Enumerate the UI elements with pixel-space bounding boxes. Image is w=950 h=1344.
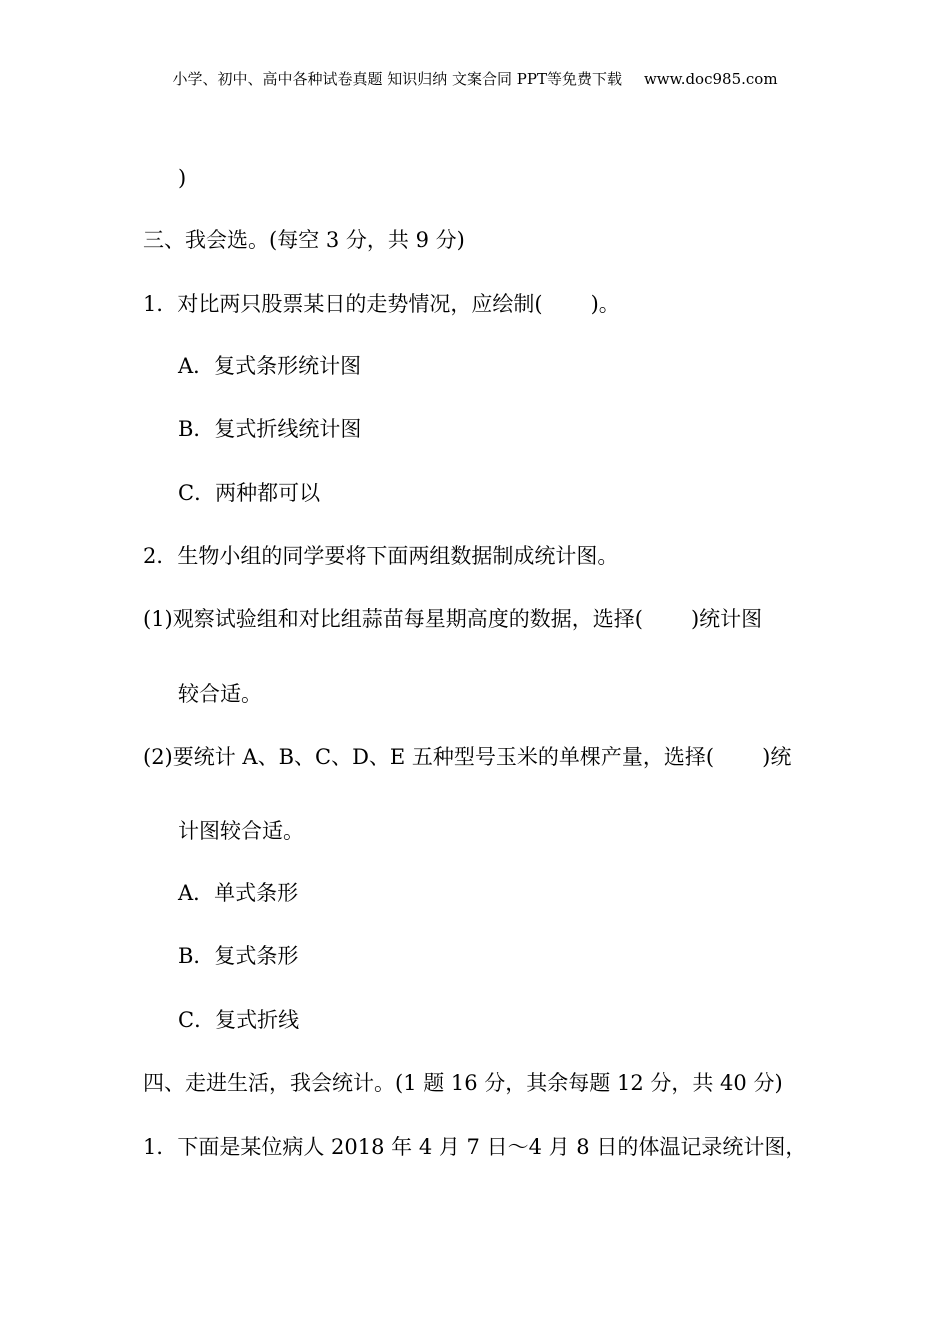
header-text: 小学、初中、高中各种试卷真题 知识归纳 文案合同 PPT等免费下载	[172, 70, 622, 88]
option-a: A．复式条形统计图	[178, 354, 362, 378]
question-2-1-end: )统计图	[690, 607, 763, 631]
option-a: A．单式条形	[178, 881, 299, 905]
option-c: C．复式折线	[178, 1008, 300, 1032]
question-1	[143, 290, 620, 318]
question-2-1	[143, 605, 762, 633]
question-2-1-text: (1)观察试验组和对比组蒜苗每星期高度的数据，选择(	[143, 607, 643, 631]
question-2-2-continued: 计图较合适。	[178, 819, 304, 843]
header-site-link[interactable]: www.doc985.com	[643, 70, 778, 88]
question-2-2-end: )统	[762, 745, 792, 769]
option-c: C．两种都可以	[178, 481, 321, 505]
question-2-2	[143, 743, 791, 771]
question-2: 2．生物小组的同学要将下面两组数据制成统计图。	[143, 544, 619, 568]
question-1-text: 1．对比两只股票某日的走势情况，应绘制(	[143, 292, 543, 316]
page-header	[0, 68, 950, 89]
option-b: B．复式条形	[178, 944, 299, 968]
question-2-1-continued: 较合适。	[178, 682, 262, 706]
question-1-end: )。	[590, 292, 620, 316]
option-b: B．复式折线统计图	[178, 417, 362, 441]
closing-parenthesis: )	[178, 166, 187, 190]
section-four-question-1: 1．下面是某位病人 2018 年 4 月 7 日～4 月 8 日的体温记录统计图，	[143, 1135, 807, 1159]
question-2-2-text: (2)要统计 A、B、C、D、E 五种型号玉米的单棵产量，选择(	[143, 745, 715, 769]
section-four-heading: 四、走进生活，我会统计。(1 题 16 分，其余每题 12 分，共 40 分)	[143, 1071, 783, 1095]
section-three-heading: 三、我会选。(每空 3 分，共 9 分)	[143, 228, 465, 252]
